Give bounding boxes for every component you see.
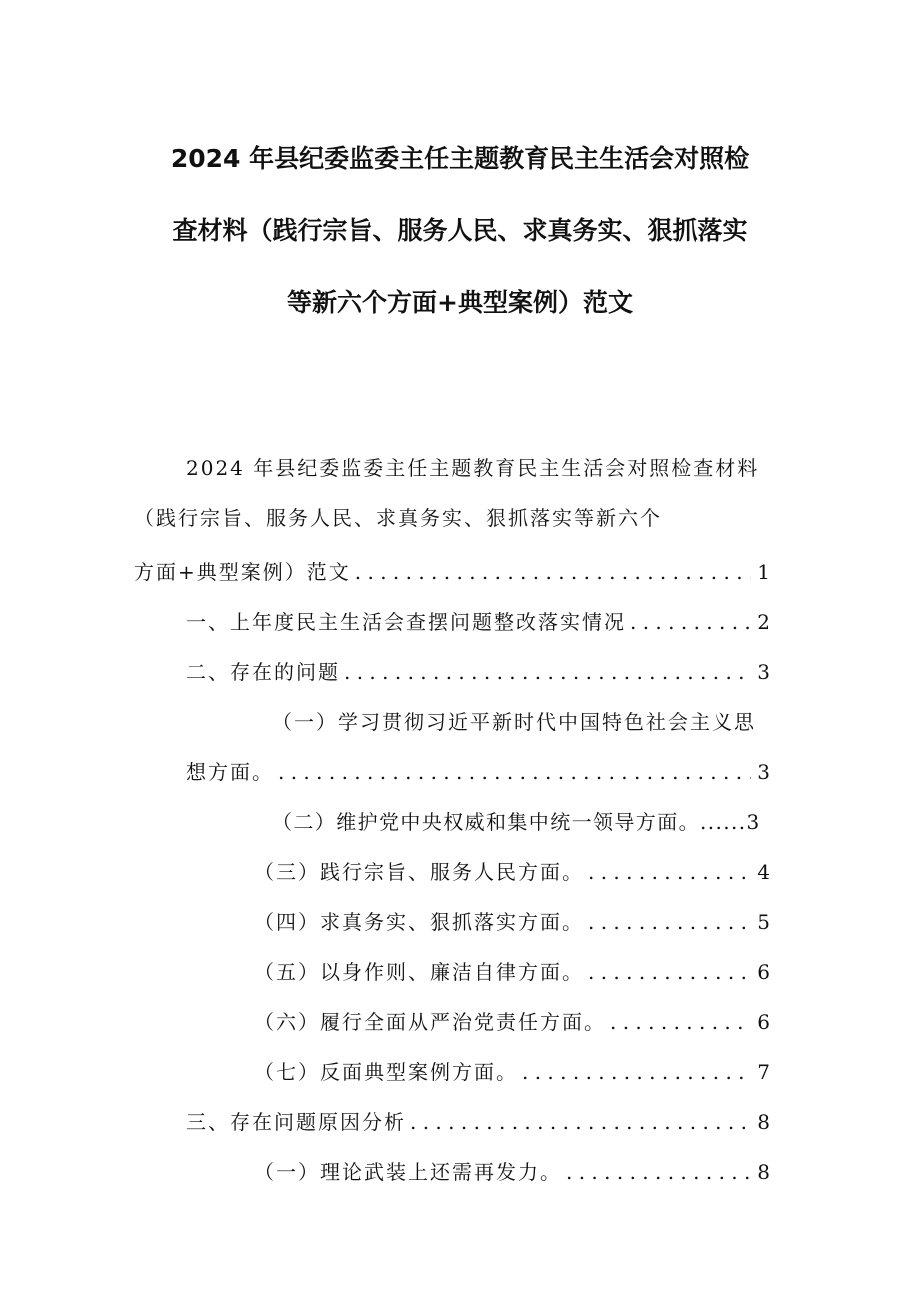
toc-page-number: 3 [757,660,770,684]
toc-entry-0-line-1: 2024 年县纪委监委主任主题教育民主生活会对照检查材料 [186,456,760,480]
toc-entry-11[interactable] [254,1162,770,1182]
toc-page-number: 4 [757,860,770,884]
toc-entry-label: （四）求真务实、狠抓落实方面。 [254,910,584,934]
toc-page-number: 8 [757,1110,770,1134]
toc-page-number: 2 [757,610,770,634]
toc-entry-0-line-2: （践行宗旨、服务人民、求真务实、狠抓落实等新六个 [134,506,662,530]
toc-entry-label: （五）以身作则、廉洁自律方面。 [254,960,584,984]
toc-entry-3-line-1: （一）学习贯彻习近平新时代中国特色社会主义思 [272,710,756,734]
toc-leader-dots [351,562,752,582]
toc-page-number: 7 [757,1060,770,1084]
toc-entry-9[interactable] [254,1062,770,1082]
toc-entry-3-line-2: 想方面。 [186,760,274,784]
toc-entry-label: 一、上年度民主生活会查摆问题整改落实情况 [186,610,626,634]
toc-entry-0[interactable] [134,562,770,582]
toc-entry-1[interactable] [186,612,770,632]
toc-entry-label: （三）践行宗旨、服务人民方面。 [254,860,584,884]
toc-leader-dots [518,1062,751,1082]
toc-page-number: 6 [757,960,770,984]
toc-entry-label: （六）履行全面从严治党责任方面。 [254,1010,606,1034]
toc-entry-8[interactable] [254,1012,770,1032]
toc-leader-dots [340,662,751,682]
toc-entry-0-line-3: 方面+典型案例）范文 [134,560,351,584]
toc-page-number: 6 [757,1010,770,1034]
toc-page-number: 3 [757,760,770,784]
toc-page-number: 8 [757,1160,770,1184]
toc-page-number: 1 [757,560,770,584]
document-title-line-3: 等新六个方面+典型案例）范文 [287,288,633,317]
toc-leader-dots [406,1112,751,1132]
document-title-line-2: 查材料（践行宗旨、服务人民、求真务实、狠抓落实 [172,216,748,245]
toc-leader-dots [274,762,751,782]
toc-entry-4[interactable]: （二）维护党中央权威和集中统一领导方面。......3 [272,810,761,834]
toc-leader-dots [606,1012,751,1032]
toc-entry-label: （一）理论武装上还需再发力。 [254,1160,562,1184]
toc-page-number: 5 [757,910,770,934]
toc-entry-10[interactable] [186,1112,770,1132]
toc-leader-dots [584,962,751,982]
toc-entry-2[interactable] [186,662,770,682]
toc-leader-dots [584,912,751,932]
document-title-line-1: 2024 年县纪委监委主任主题教育民主生活会对照检 [170,144,750,173]
toc-entry-7[interactable] [254,962,770,982]
toc-entry-3[interactable] [186,762,770,782]
toc-leader-dots [562,1162,751,1182]
toc-entry-5[interactable] [254,862,770,882]
toc-entry-label: 二、存在的问题 [186,660,340,684]
toc-leader-dots [626,612,751,632]
toc-entry-label: 三、存在问题原因分析 [186,1110,406,1134]
toc-entry-6[interactable] [254,912,770,932]
toc-entry-label: （七）反面典型案例方面。 [254,1060,518,1084]
toc-leader-dots [584,862,751,882]
